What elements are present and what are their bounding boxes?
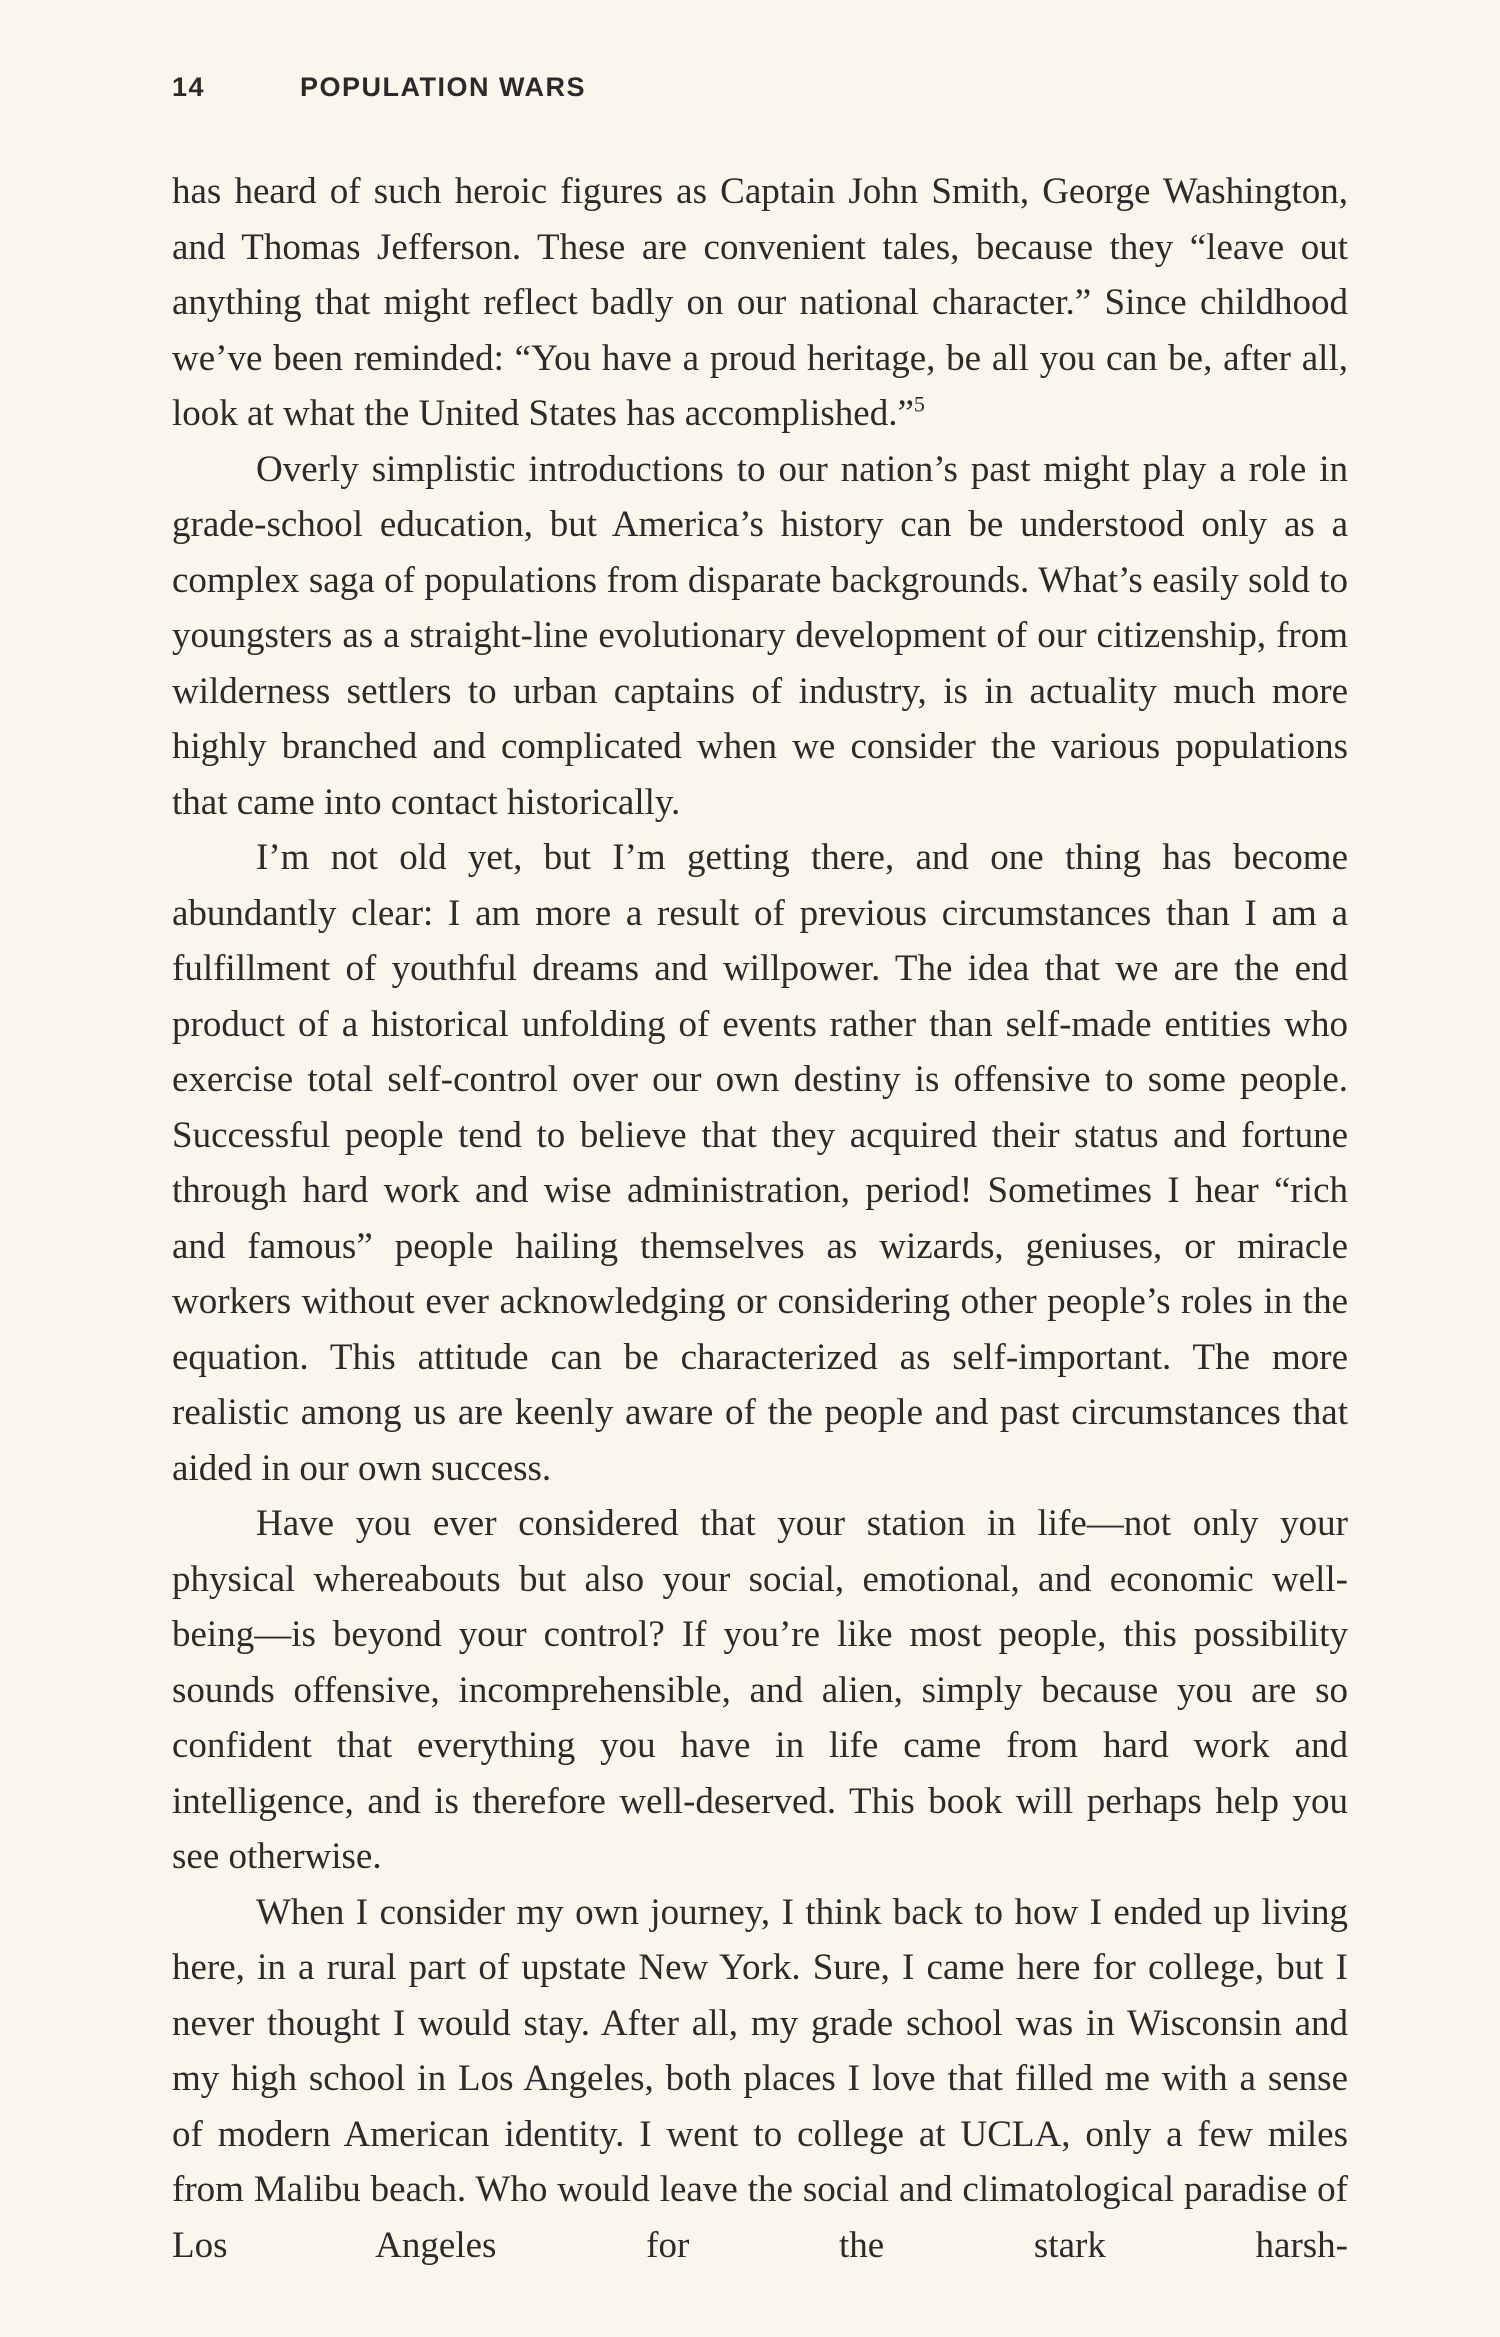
body-text	[172, 164, 1348, 2273]
footnote-reference: 5	[913, 391, 925, 417]
paragraph: When I consider my own journey, I think back to how I ended up living here, in a rural part of upstate New York. Sure, I came here for college, but I never thought I would stay. After all, my grade school was in Wisconsin and my high school in Los Angeles, both places I love that filled me with a sense of modern American identity. I went to college at UCLA, only a few miles from Malibu beach. Who would leave the social and climatological paradise of Los Angeles for the stark harsh-	[172, 1891, 1348, 2266]
running-title: POPULATION WARS	[300, 72, 587, 102]
paragraph-text: has heard of such heroic figures as Captain John Smith, George Washington, and Thomas Jefferson. These are convenient tales, because they “leave out anything that might reflect badly on our national character.” Since childhood we’ve been reminded: “You have a proud heritage, be all you can be, after all, look at what the United States has accomplished.”	[172, 171, 1348, 434]
paragraph	[172, 164, 1348, 442]
paragraph: I’m not old yet, but I’m getting there, and one thing has become abundantly clear: I am more a result of previous circumstances than I am a fulfillment of youthful dreams and willpower. The idea that we are the end product of a historical unfolding of events rather than self-made entities who exercise total self-control over our own destiny is offensive to some people. Successful people tend to believe that they acquired their status and fortune through hard work and wise administration, period! Sometimes I hear “rich and famous” people hailing themselves as wizards, geniuses, or miracle workers without ever acknowledging or considering other people’s roles in the equation. This attitude can be characterized as self-important. The more realistic among us are keenly aware of the people and past circumstances that aided in our own success.	[172, 837, 1348, 1489]
paragraph: Have you ever considered that your station in life—not only your physical whereabouts but also your social, emotional, and economic well-being—is beyond your control? If you’re like most people, this possibility sounds offensive, incomprehensible, and alien, simply because you are so confident that everything you have in life came from hard work and intelligence, and is therefore well-deserved. This book will perhaps help you see otherwise.	[172, 1503, 1348, 1877]
paragraph: Overly simplistic introductions to our nation’s past might play a role in grade-school education, but America’s history can be understood only as a complex saga of populations from disparate backgrounds. What’s easily sold to youngsters as a straight-line evolutionary development of our citizenship, from wilderness settlers to urban captains of industry, is in actuality much more highly branched and complicated when we consider the various populations that came into contact historically.	[172, 448, 1348, 823]
running-header	[172, 72, 586, 103]
page-number: 14	[172, 72, 206, 102]
